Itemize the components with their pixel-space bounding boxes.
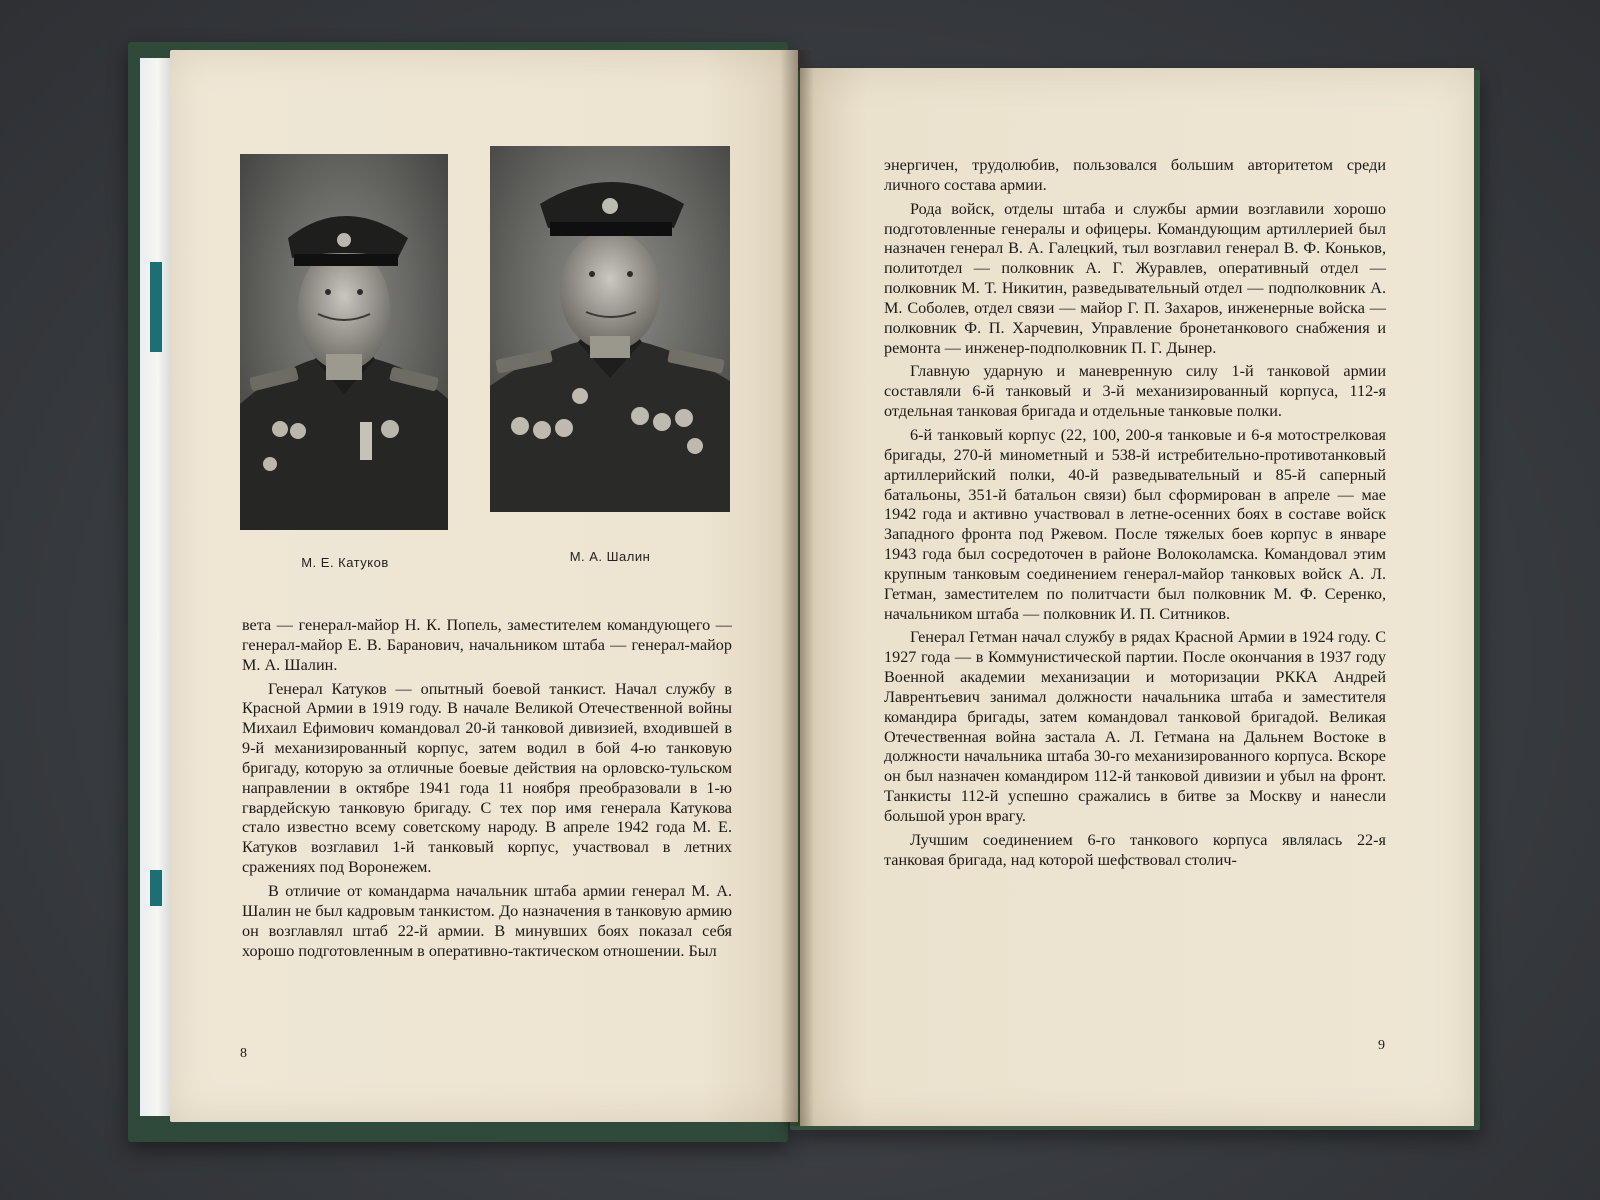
paragraph: Генерал Катуков — опытный боевой танкист. Начал службу в Красной Армии в 1919 году. В начале Великой Отечественной войны Михаил Ефимович командовал 20-й танковой дивизией, входившей в 9-й механизированный корпус, затем водил в бой 4-ю танковую бригаду, которую за отличные боевые действия на орловско-тульском направлении в октябре 1941 года 11 ноября преобразовали в 1-ю гвардейскую танковую бригаду. С тех пор имя генерала Катукова стало известно всему советскому народу. В апреле 1942 года М. Е. Катуков возглавил 1-й танковый корпус, участвовал в летних сражениях под Воронежем. bbox=[242, 679, 732, 877]
right-page bbox=[800, 68, 1474, 1126]
photo-caption: М. А. Шалин bbox=[569, 549, 651, 564]
portrait-photo-katukov bbox=[240, 154, 448, 530]
portrait-photo-shalin bbox=[490, 146, 730, 512]
page-number: 8 bbox=[240, 1046, 247, 1061]
paragraph: Лучшим соединением 6-го танкового корпуса являлась 22-я танковая бригада, над которой шефствовал столич- bbox=[884, 830, 1386, 869]
page-number: 9 bbox=[1378, 1038, 1385, 1053]
right-page-body bbox=[884, 156, 1386, 871]
paragraph: Главную ударную и маневренную силу 1-й танковой армии составляли 6-й танковый и 3-й механизированный корпуса, 112-я отдельная танковая бригада и отдельные танковые полки. bbox=[884, 362, 1386, 421]
teal-edge-strip bbox=[150, 870, 162, 906]
teal-edge-strip bbox=[150, 262, 162, 352]
paragraph: В отличие от командарма начальник штаба армии генерал М. А. Шалин не был кадровым танкистом. До назначения в танковую армию он возглавлял штаб 22-й армии. В минувших боях показал себя хорошо подготовленным в оперативно-тактическом отношении. Был bbox=[242, 881, 732, 960]
photo-caption: М. Е. Катуков bbox=[301, 555, 389, 570]
left-page-body bbox=[242, 616, 732, 961]
left-page bbox=[170, 50, 798, 1122]
paragraph: 6-й танковый корпус (22, 100, 200-я танковые и 6-я мотострелковая бригады, 270-й минометный и 538-й истребительно-противотанковый артиллерийский полки, 40-й разведывательный и 85-й саперный батальоны, 351-й батальон связи) был сформирован в апреле — мае 1942 года и активно участвовал в летне-осенних боях в составе войск Западного фронта под Ржевом. После тяжелых боев корпус в январе 1943 года был сосредоточен в районе Волоколамска. Командовал этим крупным танковым соединением генерал-майор танковых войск А. Л. Гетман, заместителем по политчасти был полковник М. Ф. Серенко, начальником штаба — полковник И. П. Ситников. bbox=[884, 425, 1386, 623]
paragraph: Рода войск, отделы штаба и службы армии возглавили хорошо подготовленные генералы и офицеры. Командующим артиллерией был назначен генерал В. А. Галецкий, тыл возглавил генерал В. Ф. Коньков, политотдел — полковник А. Г. Журавлев, оперативный отдел — полковник М. Т. Никитин, разведывательный отдел — подполковник А. М. Соболев, отдел связи — майор Г. П. Захаров, инженерные войска — полковник Ф. П. Харчевин, Управление бронетанкового снабжения и ремонта — инженер-подполковник П. Г. Дынер. bbox=[884, 199, 1386, 357]
paragraph: вета — генерал-майор Н. К. Попель, заместителем командующего — генерал-майор Е. В. Баранович, начальником штаба — генерал-майор М. А. Шалин. bbox=[242, 616, 732, 674]
paragraph: Генерал Гетман начал службу в рядах Красной Армии в 1924 году. С 1927 года — в Коммунистической партии. После окончания в 1937 году Военной академии механизации и моторизации РККА Андрей Лаврентьевич занимал должности начальника штаба и заместителя командира бригады, затем командовал танковой бригадой. Великая Отечественная война застала А. Л. Гетмана на Дальнем Востоке в должности начальника штаба 30-го механизированного корпуса. Вскоре он был назначен командиром 112-й танковой дивизии и убыл на фронт. Танкисты 112-й успешно сражались в битве за Москву и нанесли большой урон врагу. bbox=[884, 628, 1386, 825]
book-spine-shadow bbox=[780, 50, 814, 1126]
underlying-pages-edge bbox=[140, 58, 170, 1116]
paragraph: энергичен, трудолюбив, пользовался большим авторитетом среди личного состава армии. bbox=[884, 156, 1386, 194]
